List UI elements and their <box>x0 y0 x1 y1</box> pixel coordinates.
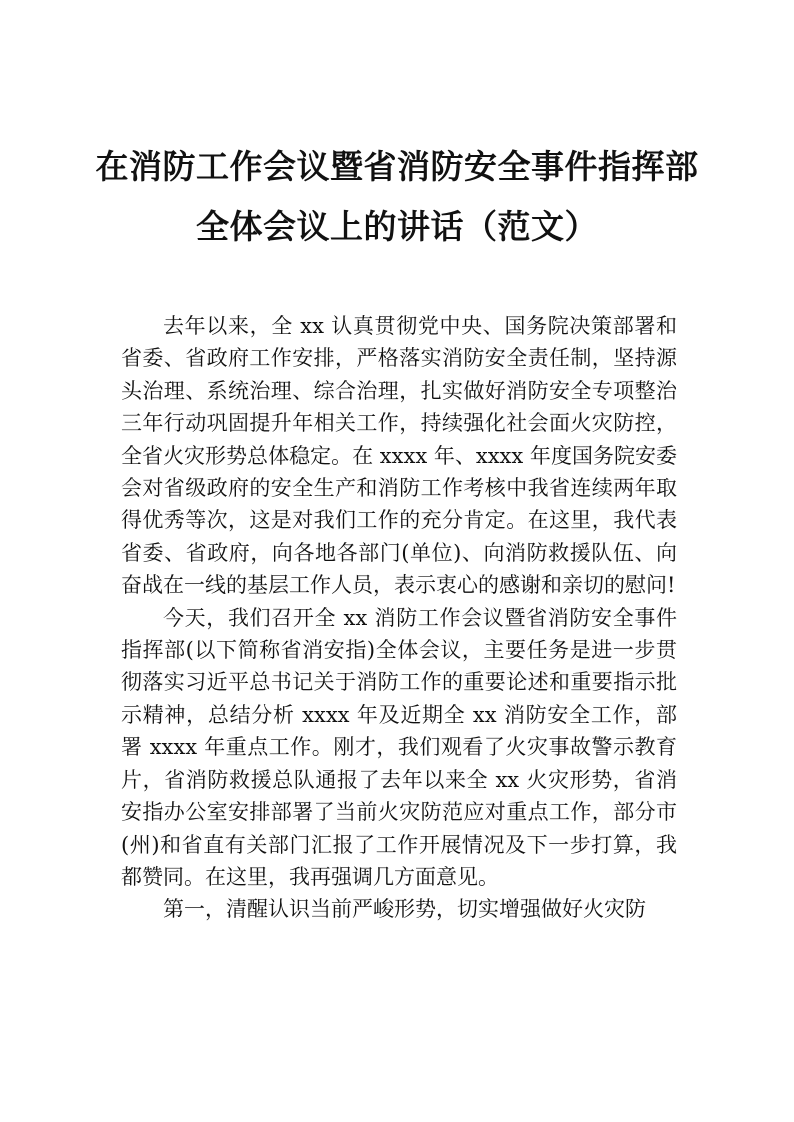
paragraph-2: 今天，我们召开全 xx 消防工作会议暨省消防安全事件指挥部(以下简称省消安指)全体会议，主要任务是进一步贯彻落实习近平总书记关于消防工作的重要论述和重要指示批示精神，总结分析 xxxx 年及近期全 xx 消防安全工作，部署 xxxx 年重点工作。刚才，我们观看了火灾事故警示教育片，省消防救援总队通报了去年以来全 xx 火灾形势，省消安指办公室安排部署了当前火灾防范应对重点工作，部分市(州)和省直有关部门汇报了工作开展情况及下一步打算，我都赞同。在这里，我再强调几方面意见。 <box>121 605 677 889</box>
document-body <box>121 310 677 926</box>
document-title-line-2: 全体会议上的讲话（范文） <box>196 207 598 246</box>
paragraph-3: 第一，清醒认识当前严峻形势，切实增强做好火灾防 <box>163 897 646 922</box>
document-title-line-1: 在消防工作会议暨省消防安全事件指挥部 <box>95 147 699 186</box>
paragraph-1: 去年以来，全 xx 认真贯彻党中央、国务院决策部署和省委、省政府工作安排，严格落实消防安全责任制，坚持源头治理、系统治理、综合治理，扎实做好消防安全专项整治三年行动巩固提升年相关工作，持续强化社会面火灾防控，全省火灾形势总体稳定。在 xxxx 年、xxxx 年度国务院安委会对省级政府的安全生产和消防工作考核中我省连续两年取 得优秀等次，这是对我们工作的充分肯定。在这里，我代表省委、省政府，向各地各部门(单位)、向消防救援队伍、向奋战在一线的基层工作人员，表示衷心的感谢和亲切的慰问! <box>121 314 677 598</box>
